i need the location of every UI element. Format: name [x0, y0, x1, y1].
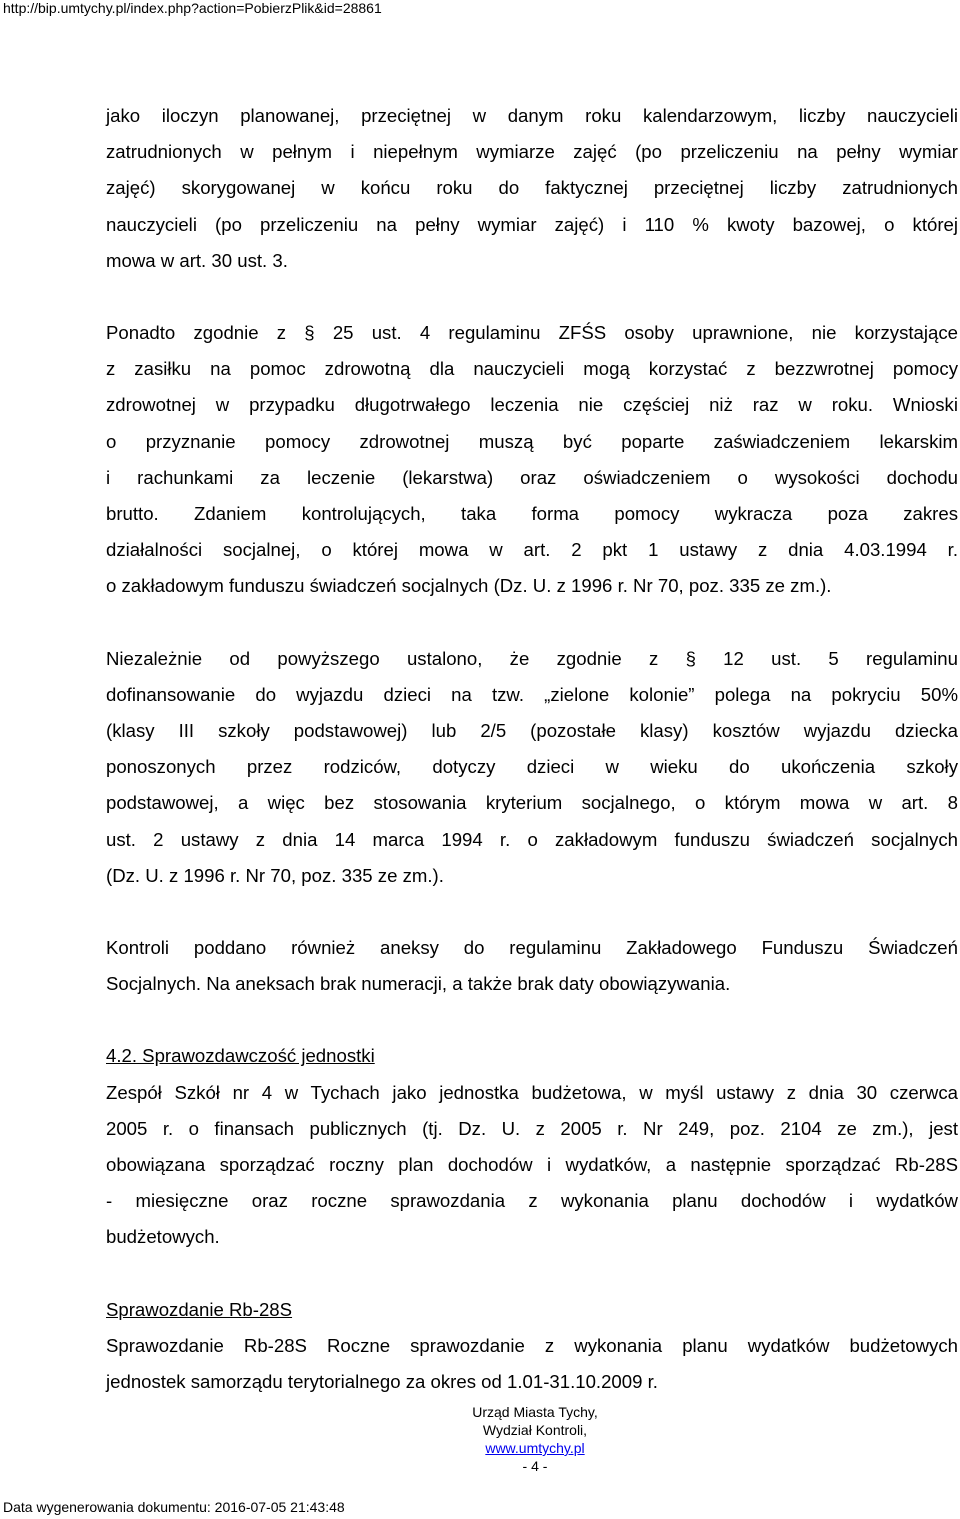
source-url: http://bip.umtychy.pl/index.php?action=PobierzPlik&id=28861	[3, 0, 382, 16]
text-line: Zespół Szkół nr 4 w Tychach jako jednostka budżetowa, w myśl ustawy z dnia 30 czerwca	[106, 1081, 958, 1103]
text-line: dofinansowanie do wyjazdu dzieci na tzw. „zielone kolonie” polega na pokryciu 50%	[106, 683, 958, 705]
subheading	[106, 1292, 958, 1328]
paragraph-aneksy	[106, 930, 958, 1002]
text-line: zdrowotnej w przypadku długotrwałego leczenia nie częściej niż raz w roku. Wnioski	[106, 394, 958, 416]
text-line: mowa w art. 30 ust. 3.	[106, 249, 288, 271]
text-line: ust. 2 ustawy z dnia 14 marca 1994 r. o zakładowym funduszu świadczeń socjalnych	[106, 828, 958, 850]
text-line: (Dz. U. z 1996 r. Nr 70, poz. 335 ze zm.).	[106, 864, 444, 886]
footer-department: Wydział Kontroli,	[482, 1422, 588, 1438]
text-line: - miesięczne oraz roczne sprawozdania z wykonania planu dochodów i wydatków	[106, 1190, 958, 1212]
generation-timestamp: Data wygenerowania dokumentu: 2016-07-05 21:43:48	[3, 1499, 345, 1515]
text-line: nauczycieli (po przeliczeniu na pełny wymiar zajęć) i 110 % kwoty bazowej, o której	[106, 213, 958, 235]
footer-office: Urząd Miasta Tychy,	[472, 1404, 598, 1420]
paragraph-iloczyn	[106, 98, 958, 279]
text-line: o przyznanie pomocy zdrowotnej muszą być poparte zaświadczeniem lekarskim	[106, 430, 958, 452]
text-line: Ponadto zgodnie z § 25 ust. 4 regulaminu ZFŚS osoby uprawnione, nie korzystające	[106, 322, 958, 344]
document-body	[106, 98, 958, 1400]
footer-website-link[interactable]: www.umtychy.pl	[485, 1440, 585, 1456]
text-line: z zasiłku na pomoc zdrowotną dla nauczycieli mogą korzystać z bezzwrotnej pomocy	[106, 358, 958, 380]
text-line: brutto. Zdaniem kontrolujących, taka forma pomocy wykracza poza zakres	[106, 503, 958, 525]
subheading-text: Sprawozdanie Rb-28S	[106, 1298, 293, 1320]
text-line: działalności socjalnej, o której mowa w art. 2 pkt 1 ustawy z dnia 4.03.1994 r.	[106, 539, 958, 561]
text-line: jako iloczyn planowanej, przeciętnej w danym roku kalendarzowym, liczby nauczycieli	[106, 105, 958, 126]
text-line: o zakładowym funduszu świadczeń socjalnych (Dz. U. z 1996 r. Nr 70, poz. 335 ze zm.).	[106, 575, 832, 597]
text-line: 2005 r. o finansach publicznych (tj. Dz. U. z 2005 r. Nr 249, poz. 2104 ze zm.), jest	[106, 1117, 958, 1139]
text-line: budżetowych.	[106, 1226, 220, 1248]
text-line: ponoszonych przez rodziców, dotyczy dzieci w wieku do ukończenia szkoły	[106, 756, 958, 778]
text-line: zatrudnionych w pełnym i niepełnym wymiarze zajęć (po przeliczeniu na pełny wymiar	[106, 141, 958, 163]
text-line: Socjalnych. Na aneksach brak numeracji, a także brak daty obowiązywania.	[106, 973, 731, 995]
text-line: podstawowej, a więc bez stosowania kryterium socjalnego, o którym mowa w art. 8	[106, 792, 958, 814]
text-line: Niezależnie od powyższego ustalono, że zgodnie z § 12 ust. 5 regulaminu	[106, 647, 958, 669]
text-line: obowiązana sporządzać roczny plan dochodów i wydatków, a następnie sporządzać Rb-28S	[106, 1154, 958, 1176]
section-heading	[106, 1038, 958, 1074]
text-line: (klasy III szkoły podstawowej) lub 2/5 (pozostałe klasy) kosztów wyjazdu dziecka	[106, 720, 958, 742]
paragraph-rb28s	[106, 1328, 958, 1400]
text-line: Sprawozdanie Rb-28S Roczne sprawozdanie z wykonania planu wydatków budżetowych	[106, 1334, 958, 1356]
paragraph-kolonie	[106, 641, 958, 894]
page-number: - 4 -	[522, 1458, 548, 1474]
text-line: zajęć) skorygowanej w końcu roku do faktycznej przeciętnej liczby zatrudnionych	[106, 177, 958, 199]
paragraph-zfss	[106, 315, 958, 605]
text-line: jednostek samorządu terytorialnego za okres od 1.01-31.10.2009 r.	[106, 1371, 658, 1393]
text-line: Kontroli poddano również aneksy do regulaminu Zakładowego Funduszu Świadczeń	[106, 937, 958, 959]
section-heading-text: 4.2. Sprawozdawczość jednostki	[106, 1045, 375, 1067]
page-footer	[0, 1403, 960, 1475]
text-line: i rachunkami za leczenie (lekarstwa) oraz oświadczeniem o wysokości dochodu	[106, 466, 958, 488]
paragraph-sprawozdawczosc	[106, 1075, 958, 1256]
